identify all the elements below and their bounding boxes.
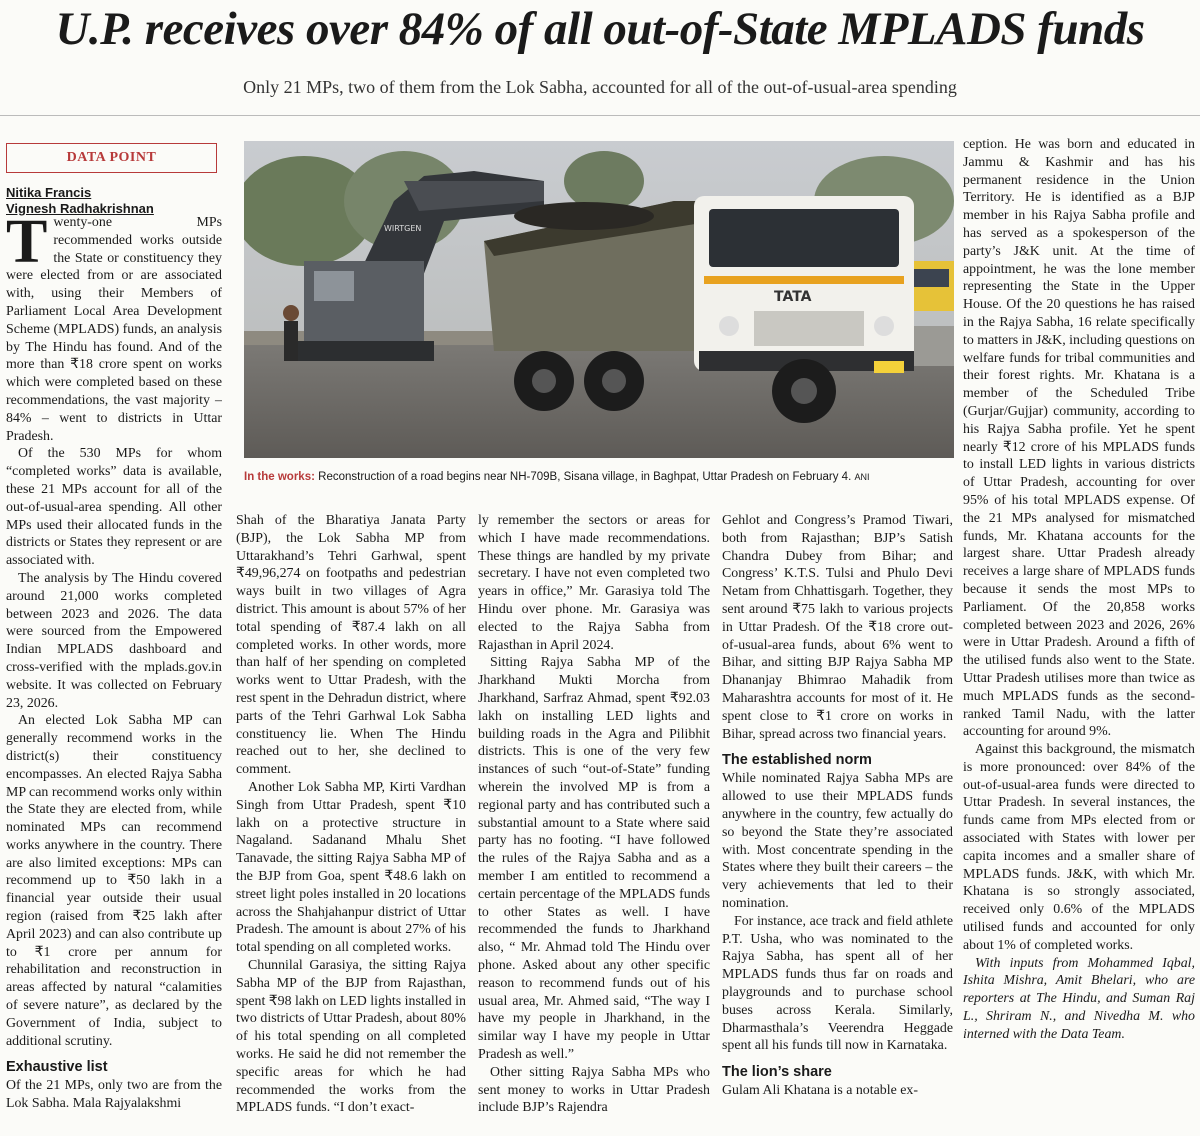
paragraph: Other sitting Rajya Sabha MPs who sent money to works in Uttar Pradesh include BJP’s Rajendra: [478, 1064, 710, 1116]
headline: U.P. receives over 84% of all out-of-State MPLADS funds: [55, 3, 1145, 55]
caption-lead: In the works:: [244, 471, 315, 483]
subheadline: Only 21 MPs, two of them from the Lok Sabha, accounted for all of the out-of-usual-area spending: [243, 77, 957, 97]
drop-cap: T: [6, 214, 48, 276]
paragraph: Of the 530 MPs for whom “completed works” data is available, these 21 MPs account for all of the out-of-usual-area spending. All other MPs used their allocated funds in the districts or States they represent or are associated with.: [6, 446, 222, 569]
paragraph: ception. He was born and educated in Jammu & Kashmir and has his permanent residence in the Union Territory. He is identified as a BJP member in his Rajya Sabha profile and has served as a spokesperson of the party’s J&K unit. At the time of appointment, he was the lone member representing the State in the Upper House. Of the 20 questions he has raised in the Rajya Sabha, 16 relate specifically to matters in J&K, including questions on welfare funds for tribal communities and their forest rights. Mr. Khatana is a member of the Scheduled Tribe (Gurjar/Gujjar) community, according to his Rajya Sabha profile. Yet he spent nearly ₹12 crore of his MPLADS funds to install LED lights in various districts of Uttar Pradesh, accounting for over 95% of his total MPLADS expense. Of the 21 MPs analysed for mismatched funds, Mr. Khatana accounts for the largest share. Uttar Pradesh already receives a large share of MPLADS funds because it sends the most MPs to Parliament. Of the 20,858 works completed between 2023 and 2026, 26% were in Uttar Pradesh. Around a fifth of the utilised funds also went to the State. Uttar Pradesh utilises more than twice as much MPLADS funds as the second-ranked Tamil Nadu, with the latter accounting for around 9%.: [963, 137, 1195, 740]
author-name: Vignesh Radhakrishnan: [6, 201, 154, 216]
paragraph: Gehlot and Congress’s Pramod Tiwari, both from Rajasthan; BJP’s Satish Chandra Dubey from Bihar; and Congress’ K.T.S. Tulsi and Phulo Devi Netam from Chhattisgarh. Together, they sent around ₹75 lakh to various projects in Uttar Pradesh. Of the ₹18 crore out-of-usual-area funds, about 6% went to Bihar, and sitting BJP Rajya Sabha MP Dhananjay Bhimrao Mahadik from Maharashtra accounts for most of it. He spent close to ₹1 crore on works in Bihar, spread across two financial years.: [722, 513, 953, 742]
paragraph: Gulam Ali Khatana is a notable ex-: [722, 1083, 918, 1099]
paragraph: Chunnilal Garasiya, the sitting Rajya Sabha MP of the BJP from Rajasthan, spent ₹98 lakh on LED lights installed in two districts of Uttar Pradesh, about 80% of his total spending on all completed works. He said he did not remember the specific areas for which he had recommended the works from the MPLADS funds. “I don’t exact-: [236, 957, 466, 1116]
paragraph: Another Lok Sabha MP, Kirti Vardhan Singh from Uttar Pradesh, spent ₹10 lakh on a protective structure in Nagaland. Sadanand Mhalu Shet Tanavade, the sitting Rajya Sabha MP of the BJP from Goa, spent ₹48.6 lakh on street light poles installed in 20 locations across the Shahjahanpur district of Uttar Pradesh. The amount is about 27% of his total spending on all completed works.: [236, 779, 466, 956]
truck-brand-text: TATA: [774, 289, 812, 305]
paragraph: Of the 21 MPs, only two are from the Lok Sabha. Mala Rajyalakshmi: [6, 1078, 222, 1112]
road-construction-photo: [244, 141, 954, 458]
paragraph: ly remember the sectors or areas for which I have made recommendations. These things are handled by my private secretary. I have not even completed two years in office,” Mr. Garasiya told The Hindu over phone. Mr. Garasiya was elected to the Rajya Sabha from Rajasthan in April 2024.: [478, 513, 710, 653]
article-column-5: [963, 136, 1195, 1136]
machine-brand-text: WIRTGEN: [384, 224, 422, 233]
header-rule: [0, 115, 1200, 116]
subheading-exhaustive-list: Exhaustive list: [6, 1059, 108, 1076]
paragraph: Sitting Rajya Sabha MP of the Jharkhand Mukti Morcha from Jharkhand, Sarfraz Ahmad, spent ₹92.03 lakh on installing LED lights and building roads in the Agra and Pilibhit districts. This is one of the very few instances of such “out-of-State” funding wherein the involved MP is from a regional party and has contributed such a substantial amount to a State where said party has no footing. “I have followed the rules of the Rajya Sabha and as a member I am entitled to recommend a certain percentage of the MPLADS funds to other States as well. I have recommended the funds to Jharkhand also, “ Mr. Ahmad told The Hindu over phone. Asked about any other specific reason to recommend funds out of his usual area, Mr. Ahmed said, “The way I have my people in Jharkhand, in the similar way I have my people in Uttar Pradesh as well.”: [478, 655, 710, 1062]
paragraph: Shah of the Bharatiya Janata Party (BJP), the Lok Sabha MP from Uttarakhand’s Tehri Garhwal, spent ₹49,96,274 on footpaths and pedestrian ways built in two villages of Agra district. This amount is about 57% of her total spending of ₹87.4 lakh on all completed works. In other words, more than half of her spending on completed works went to Uttar Pradesh, with the rest spent in the Dehradun district, where parts of the Tehri Garhwal Lok Sabha constituency lie. When The Hindu reached out to her, she declined to comment.: [236, 513, 466, 778]
paragraph: The analysis by The Hindu covered around 21,000 works completed between 2023 and 2026. The data were sourced from the Empowered Indian MPLADS dashboard and cross-verified with the mplads.gov.in website. It was collected on February 23, 2026.: [6, 570, 222, 711]
paragraph: While nominated Rajya Sabha MPs are allowed to use their MPLADS funds anywhere in the country, few actually do so beyond the State they’re associated with. Most concentrate spending in the States where they built their careers – the very achievements that led to their nomination.: [722, 771, 953, 911]
paragraph: An elected Lok Sabha MP can generally recommend works in the district(s) their constituency encompasses. An elected Rajya Sabha MP can recommend works only within the State they are elected from, while nominated MPs can recommend works anywhere in the country. There are also limited exceptions: MPs can recommend up to ₹50 lakh in a financial year outside their usual region (raised from ₹25 lakh after April 2023) and can also contribute up to ₹1 crore per annum for rehabilitation and reconstruction in areas affected by natural “calamities of severe nature”, as declared by the Government of India, subject to additional scrutiny.: [6, 713, 222, 1049]
section-label-data-point: DATA POINT: [6, 143, 217, 173]
photo-illustration: [244, 141, 954, 458]
contributor-credits: With inputs from Mohammed Iqbal, Ishita Mishra, Amit Bhelari, who are reporters at The Hindu, and Suman Raj L., Shriram N., and Nivedha M. who interned with the Data Team.: [963, 955, 1195, 1042]
article-column-4: [722, 512, 953, 1136]
photo-credit: ANI: [854, 472, 870, 482]
paragraph: For instance, ace track and field athlete P.T. Usha, who was nominated to the Rajya Sabha, has spent all of her MPLADS funds thus far on roads and playgrounds and to purchase school buses across Kerala. Similarly, Dharmasthala’s Veerendra Heggade spent all his funds till now in Karnataka.: [722, 913, 953, 1054]
byline: [6, 185, 154, 217]
author-name: Nitika Francis: [6, 185, 92, 200]
article-column-2: [236, 512, 466, 1136]
subheading-established-norm: The established norm: [722, 752, 872, 769]
subheading-lions-share: The lion’s share: [722, 1064, 832, 1081]
article-column-3: [478, 512, 710, 1136]
article-column-1: [6, 214, 222, 1136]
paragraph: Against this background, the mismatch is more pronounced: over 84% of the out-of-usual-area funds were directed to Uttar Pradesh. In several instances, the funds came from MPs elected from or associated with States with lower per capita incomes and a smaller share of MPLADS funds. J&K, with which Mr. Khatana is so strongly associated, received only 0.6% of the MPLADS utilised funds and accounted for only about 1% of completed works.: [963, 742, 1195, 953]
photo-caption: [244, 470, 954, 485]
caption-text: Reconstruction of a road begins near NH-709B, Sisana village, in Baghpat, Uttar Pradesh on February 4.: [318, 471, 852, 483]
paragraph: Twenty-one MPs recommended works outside the State or constituency they were elected from or are associated with, using their Members of Parliament Local Area Development Scheme (MPLADS) funds, an analysis by The Hindu has found. And of the more than ₹18 crore spent on works which were completed based on these recommendations, the vast majority – 84% – went to districts in Uttar Pradesh.: [6, 214, 222, 444]
